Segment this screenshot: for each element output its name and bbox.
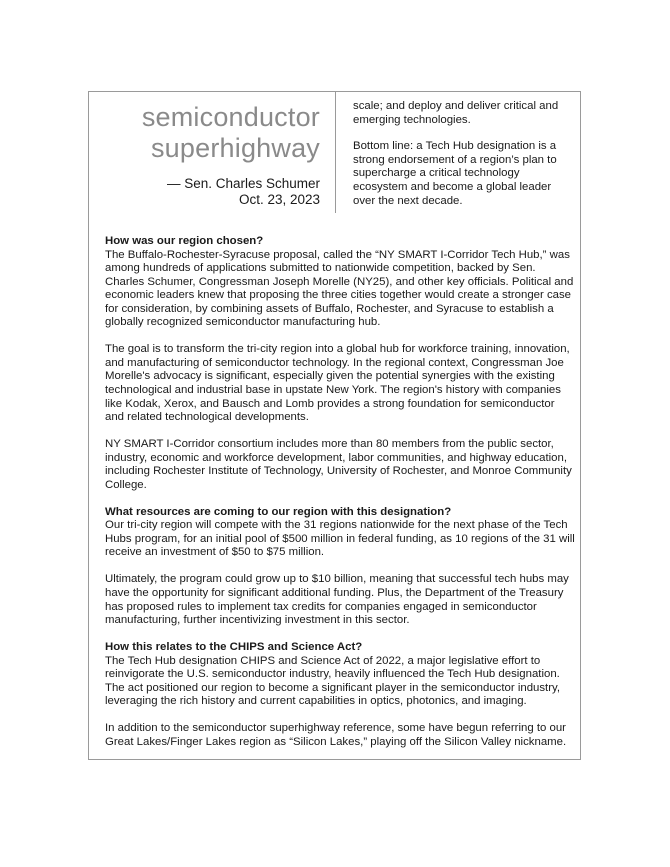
pull-quote bbox=[89, 102, 320, 208]
paragraph: The Tech Hub designation CHIPS and Science Act of 2022, a major legislative effort to reinvigorate the U.S. semiconductor industry, heavily influenced the Tech Hub designation. The act positioned our region to become a significant player in the semiconductor industry, leveraging the rich history and current capabilities in optics, photonics, and imaging. bbox=[105, 654, 561, 708]
paragraph: The Buffalo-Rochester-Syracuse proposal, called the “NY SMART I-Corridor Tech Hub,” was among hundreds of applications submitted to nationwide competition, backed by Sen. Charles Schumer, Congressman Joseph Morelle (NY25), and other key officials. Political and economic leaders knew that proposing the three cities together would create a stronger case for consideration, by combining assets of Buffalo, Rochester, and Syracuse to establish a globally recognized semiconductor manufacturing hub. bbox=[105, 248, 574, 329]
section-heading: How was our region chosen? bbox=[105, 235, 264, 247]
content-frame bbox=[88, 91, 581, 760]
paragraph: NY SMART I-Corridor consortium includes more than 80 members from the public sector, industry, economic and workforce development, labor communities, and highway education, including Rochester Institute of Technology, University of Rochester, and Monroe Community College. bbox=[105, 438, 572, 491]
quote-attribution bbox=[89, 176, 320, 208]
quote-line-2: superhighway bbox=[150, 133, 320, 163]
section-heading: What resources are coming to our region with this designation? bbox=[105, 505, 452, 518]
section-resources bbox=[105, 506, 575, 628]
sidebar-paragraph-1: scale; and deploy and deliver critical and emerging technologies. bbox=[353, 100, 559, 126]
sidebar-paragraph-2: Bottom line: a Tech Hub designation is a strong endorsement of a region’s plan to supercharge a critical technology ecosystem and become a global leader over the next decade. bbox=[353, 140, 557, 207]
sidebar-text bbox=[353, 100, 575, 221]
paragraph: The goal is to transform the tri-city region into a global hub for workforce training, innovation, and manufacturing of semiconductor technology. In the regional context, Congressman Joe Morelle's advocacy is significant, especially given the potential synergies with the existing technological and industrial base in upstate New York. The region's history with companies like Kodak, Xerox, and Bausch and Lomb provides a strong foundation for semiconductor and related technological developments. bbox=[105, 343, 570, 424]
vertical-divider bbox=[335, 92, 336, 213]
paragraph: In addition to the semiconductor superhighway reference, some have begun referring to our Great Lakes/Finger Lakes region as “Silicon Lakes,” playing off the Silicon Valley nickname. bbox=[105, 722, 567, 748]
section-region-chosen bbox=[105, 235, 575, 492]
quote-date: Oct. 23, 2023 bbox=[238, 192, 320, 207]
paragraph: Our tri-city region will compete with the 31 regions nationwide for the next phase of the Tech Hubs program, for an initial pool of $500 million in federal funding, as 10 regions of the 31 will receive an investment of $50 to $75 million. bbox=[105, 519, 575, 559]
paragraph: Ultimately, the program could grow up to $10 billion, meaning that successful tech hubs may have the opportunity for significant additional funding. Plus, the Department of the Treasury has proposed rules to implement tax credits for companies engaged in semiconductor manufacturing, further incentivizing investment in this sector. bbox=[105, 573, 569, 627]
section-chips-act bbox=[105, 641, 575, 749]
article-body bbox=[105, 235, 575, 763]
quote-line-1: semiconductor bbox=[141, 102, 320, 132]
section-heading: How this relates to the CHIPS and Science Act? bbox=[105, 641, 363, 654]
quote-author: — Sen. Charles Schumer bbox=[166, 176, 320, 191]
